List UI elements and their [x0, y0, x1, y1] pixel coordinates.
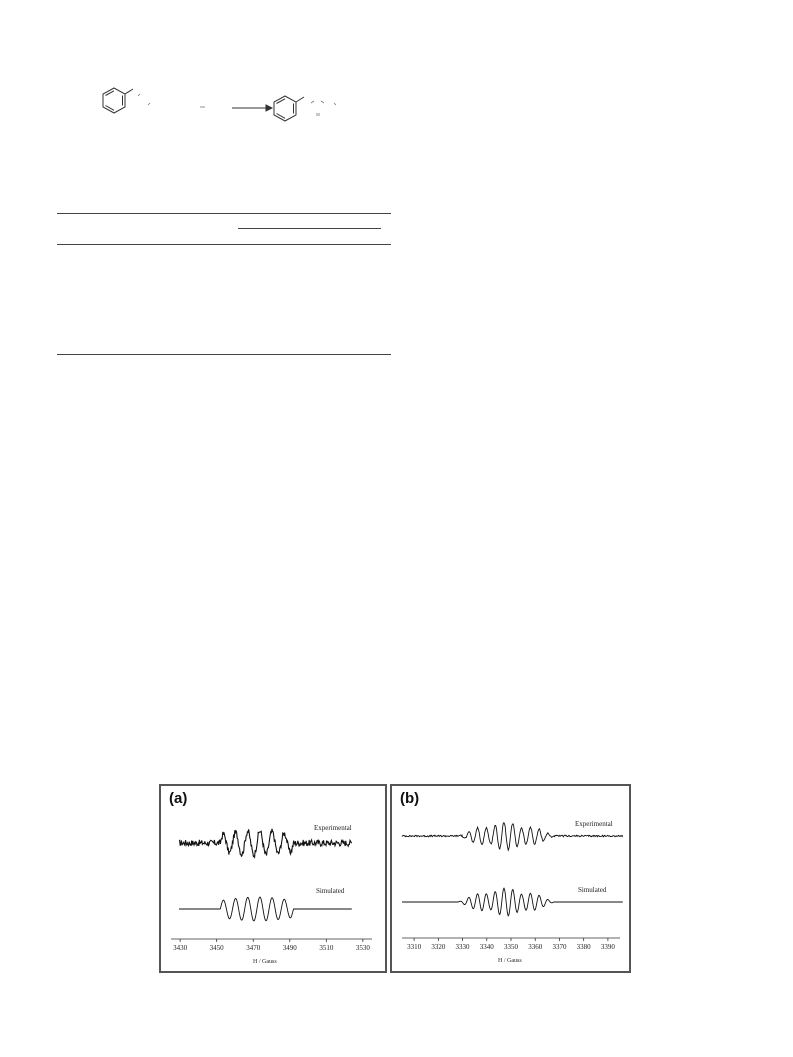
esr-spectrum-chart-a [161, 786, 385, 971]
reaction-scheme [90, 80, 360, 140]
x-tick-label: 3530 [355, 944, 370, 952]
x-tick-label: 3320 [431, 943, 446, 951]
x-tick-label: 3390 [600, 943, 615, 951]
x-tick-label: 3510 [319, 944, 334, 952]
x-tick-label: 3430 [173, 944, 188, 952]
x-tick-label: 3330 [455, 943, 470, 951]
trace-label-experimental: Experimental [575, 820, 613, 828]
x-axis-title: H / Gauss [253, 959, 277, 965]
trace-label-simulated: Simulated [316, 887, 345, 895]
table-rule-top [57, 213, 391, 214]
figure-panel-b [390, 784, 631, 973]
panel-label: (a) [169, 790, 188, 807]
substituent-marks-left [138, 94, 205, 107]
table-rule-bottom [57, 354, 391, 355]
reaction-arrow [232, 105, 272, 111]
x-axis-title: H / Gauss [498, 958, 522, 964]
x-tick-label: 3470 [246, 944, 261, 952]
x-tick-label: 3340 [479, 943, 494, 951]
x-tick-label: 3380 [576, 943, 591, 951]
benzene-ring-right [274, 96, 304, 121]
table-rule-column-group [238, 228, 381, 229]
spectrum-trace-experimental [179, 829, 352, 857]
x-tick-label: 3370 [552, 943, 567, 951]
trace-label-experimental: Experimental [314, 824, 352, 832]
x-tick-label: 3450 [209, 944, 224, 952]
x-tick-label: 3310 [407, 943, 422, 951]
spectrum-trace-experimental [402, 823, 623, 850]
x-tick-label: 3360 [528, 943, 543, 951]
substituent-marks-right [311, 101, 336, 116]
trace-label-simulated: Simulated [578, 886, 607, 894]
figure-panel-a [159, 784, 387, 973]
x-tick-label: 3490 [282, 944, 297, 952]
benzene-ring-left [103, 88, 133, 113]
table-rule-header [57, 244, 391, 245]
spectrum-trace-simulated [179, 897, 352, 921]
x-tick-label: 3350 [504, 943, 518, 951]
spectrum-trace-simulated [402, 888, 623, 916]
esr-spectrum-chart-b [392, 786, 629, 971]
panel-label: (b) [400, 790, 420, 807]
